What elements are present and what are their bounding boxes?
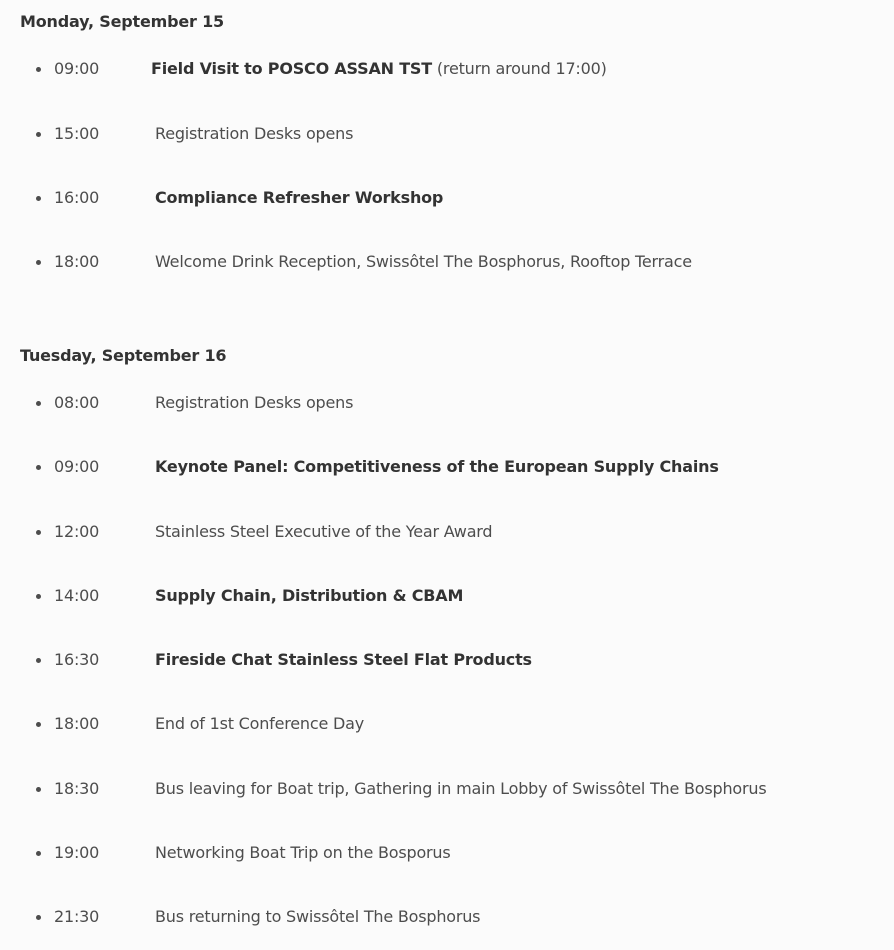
agenda-description (155, 187, 443, 209)
agenda-title: Bus returning to Swissôtel The Bosphorus (155, 907, 481, 926)
agenda-title: Registration Desks opens (155, 393, 354, 412)
bullet-icon (36, 260, 41, 265)
agenda-title: Networking Boat Trip on the Bosporus (155, 843, 451, 862)
agenda-title: Welcome Drink Reception, Swissôtel The Bosphorus, Rooftop Terrace (155, 252, 692, 271)
agenda-title: Stainless Steel Executive of the Year Award (155, 522, 493, 541)
agenda-time: 18:30 (54, 779, 100, 798)
agenda-time: 09:00 (54, 59, 100, 78)
bullet-icon (36, 530, 41, 535)
agenda-time: 08:00 (54, 393, 100, 412)
bullet-icon (36, 915, 41, 920)
bullet-icon (36, 722, 41, 727)
day-heading-monday: Monday, September 15 (20, 12, 224, 31)
agenda-title: Bus leaving for Boat trip, Gathering in main Lobby of Swissôtel The Bosphorus (155, 779, 767, 798)
agenda-note: (return around 17:00) (431, 59, 607, 78)
agenda-title: Supply Chain, Distribution & CBAM (155, 586, 464, 605)
agenda-title: Keynote Panel: Competitiveness of the European Supply Chains (155, 457, 719, 476)
agenda-time: 16:30 (54, 650, 100, 669)
agenda-time: 15:00 (54, 124, 100, 143)
bullet-icon (36, 401, 41, 406)
day-heading-tuesday: Tuesday, September 16 (20, 346, 227, 365)
agenda-description (151, 58, 607, 80)
bullet-icon (36, 594, 41, 599)
agenda-description (155, 585, 463, 607)
bullet-icon (36, 132, 41, 137)
agenda-title: Fireside Chat Stainless Steel Flat Products (155, 650, 532, 669)
agenda-time: 19:00 (54, 843, 100, 862)
agenda-time: 18:00 (54, 714, 100, 733)
agenda-description (155, 649, 532, 671)
agenda-description (155, 456, 719, 478)
agenda-time: 09:00 (54, 457, 100, 476)
agenda-title: Registration Desks opens (155, 124, 354, 143)
agenda-title: End of 1st Conference Day (155, 714, 364, 733)
agenda-time: 16:00 (54, 188, 100, 207)
agenda-time: 12:00 (54, 522, 100, 541)
agenda-title: Compliance Refresher Workshop (155, 188, 444, 207)
agenda-time: 18:00 (54, 252, 100, 271)
agenda-time: 21:30 (54, 907, 100, 926)
bullet-icon (36, 465, 41, 470)
bullet-icon (36, 67, 41, 72)
bullet-icon (36, 196, 41, 201)
agenda-time: 14:00 (54, 586, 100, 605)
bullet-icon (36, 658, 41, 663)
agenda-title: Field Visit to POSCO ASSAN TST (151, 59, 432, 78)
bullet-icon (36, 851, 41, 856)
bullet-icon (36, 787, 41, 792)
